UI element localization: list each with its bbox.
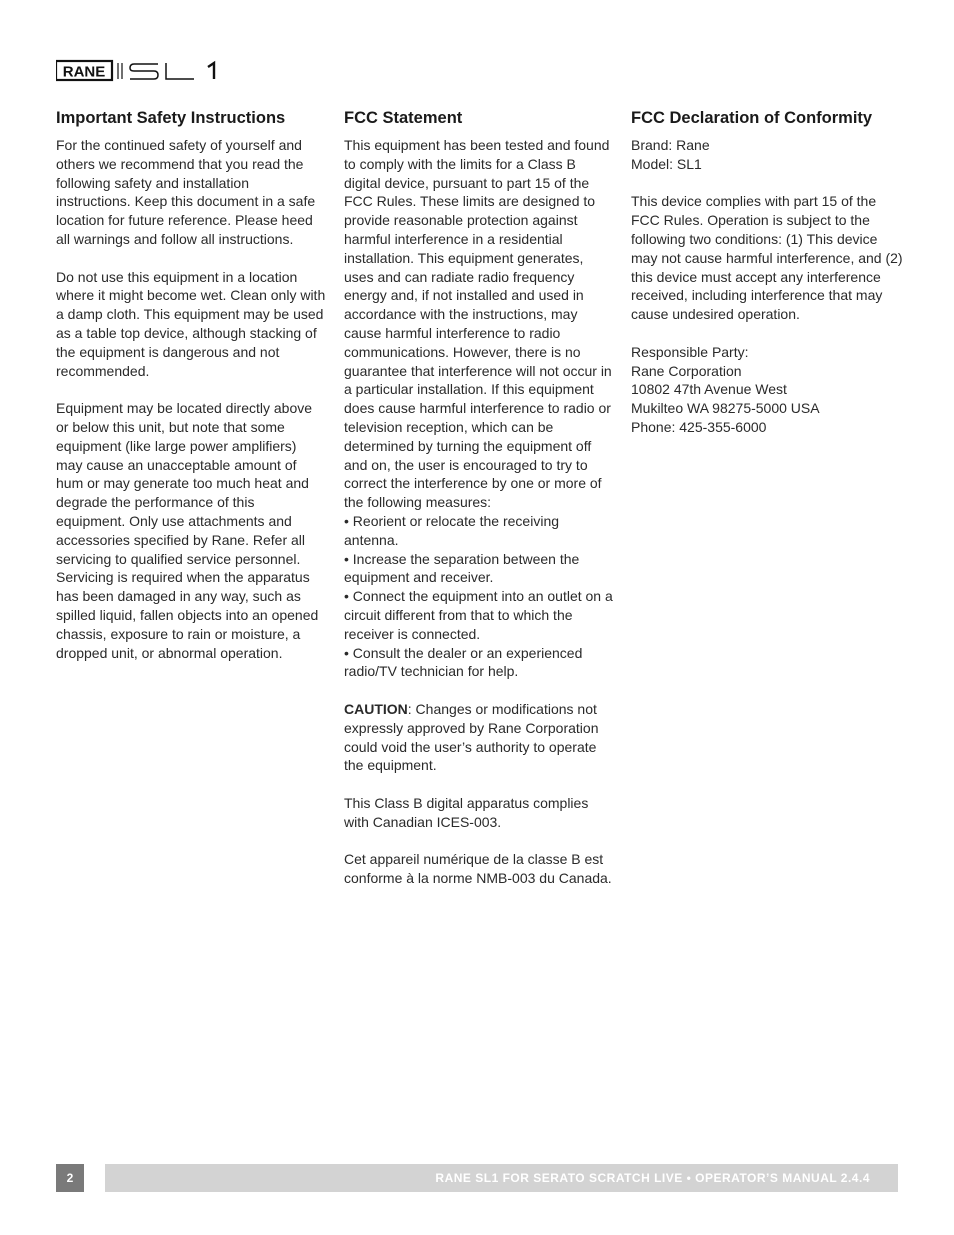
safety-paragraph: For the continued safety of yourself and others we recommend that you read the following safety and installation instructions. Keep this document in a safe location for future reference. Please heed all warnings and follow all instructions. bbox=[56, 137, 316, 247]
safety-section bbox=[56, 106, 326, 681]
page-number: 2 bbox=[56, 1164, 84, 1192]
footer-manual-title: RANE SL1 FOR SERATO SCRATCH LIVE • OPERATOR’S MANUAL 2.4.4 bbox=[105, 1164, 898, 1192]
rane-logo-icon bbox=[56, 58, 226, 84]
caution-label: CAUTION bbox=[344, 700, 408, 717]
conformity-brand-model bbox=[631, 136, 906, 174]
fcc-measure-item: • Reorient or relocate the receiving antenna. bbox=[344, 512, 560, 548]
party-line: Rane Corporation bbox=[631, 362, 742, 379]
fcc-measure-item: • Increase the separation between the equipment and receiver. bbox=[344, 550, 580, 586]
caution-text: : Changes or modifications not expressly approved by Rane Corporation could void the user’s authority to operate the equipment. bbox=[344, 700, 599, 774]
fcc-title: FCC Statement bbox=[344, 109, 463, 127]
party-line: Phone: 425-355-6000 bbox=[631, 418, 767, 435]
fcc-measures bbox=[344, 136, 614, 681]
fcc-caution bbox=[344, 700, 614, 775]
fcc-canada-english: This Class B digital apparatus complies with Canadian ICES-003. bbox=[344, 794, 589, 830]
safety-paragraph: Do not use this equipment in a location where it might become wet. Clean only with a damp cloth. This equipment may be used as a table top device, although stacking of the equipment is dangerous and not recommended. bbox=[56, 268, 326, 379]
fcc-section bbox=[344, 106, 614, 907]
fcc-canada-french: Cet appareil numérique de la classe B est conforme à la norme NMB-003 du Canada. bbox=[344, 851, 612, 887]
safety-paragraph: Equipment may be located directly above or below this unit, but note that some equipment (like large power amplifiers) may cause an unacceptable amount of hum or may generate too much heat and degrade the performance of this equipment. Only use attachments and accessories specified by Rane. Refer all servicing to qualified service personnel. Servicing is required when the apparatus has been damaged in any way, such as spilled liquid, fallen objects into an opened chassis, exposure to rain or moisture, a dropped unit, or abnormal operation. bbox=[56, 400, 319, 661]
brand-text: RANE bbox=[62, 63, 106, 81]
responsible-party bbox=[631, 343, 906, 437]
party-line: 10802 47th Avenue West bbox=[631, 381, 787, 398]
fcc-measure-item: • Consult the dealer or an experienced radio/TV technician for help. bbox=[344, 644, 583, 680]
party-line: Mukilteo WA 98275-5000 USA bbox=[631, 400, 820, 417]
brand-line: Brand: Rane bbox=[631, 137, 710, 153]
rane-sl1-logo bbox=[56, 58, 226, 84]
model-line: Model: SL1 bbox=[631, 155, 702, 172]
fcc-measure-item: • Connect the equipment into an outlet on a circuit different from that to which the receiver is connected. bbox=[344, 588, 613, 642]
conformity-title: FCC Declaration of Conformity bbox=[631, 109, 873, 127]
conformity-section bbox=[631, 106, 906, 456]
party-line: Responsible Party: bbox=[631, 343, 749, 360]
conformity-compliance: This device complies with part 15 of the FCC Rules. Operation is subject to the following two conditions: (1) This device may not cause harmful interference, and (2) this device must accept any interference received, including interference that may cause undesired operation. bbox=[631, 193, 903, 323]
safety-title: Important Safety Instructions bbox=[56, 109, 286, 127]
fcc-intro: This equipment has been tested and found to comply with the limits for a Class B digital device, pursuant to part 15 of the FCC Rules. These limits are designed to provide reasonable protection against harmful interference in a residential installation. This equipment generates, uses and can radiate radio frequency energy and, if not installed and used in accordance with the instructions, may cause harmful interference to radio communications. However, there is no guarantee that interference will not occur in a particular installation. If this equipment does cause harmful interference to radio or television reception, which can be determined by turning the equipment off and on, the user is encouraged to try to correct the interference by one or more of the following measures: bbox=[344, 137, 612, 511]
